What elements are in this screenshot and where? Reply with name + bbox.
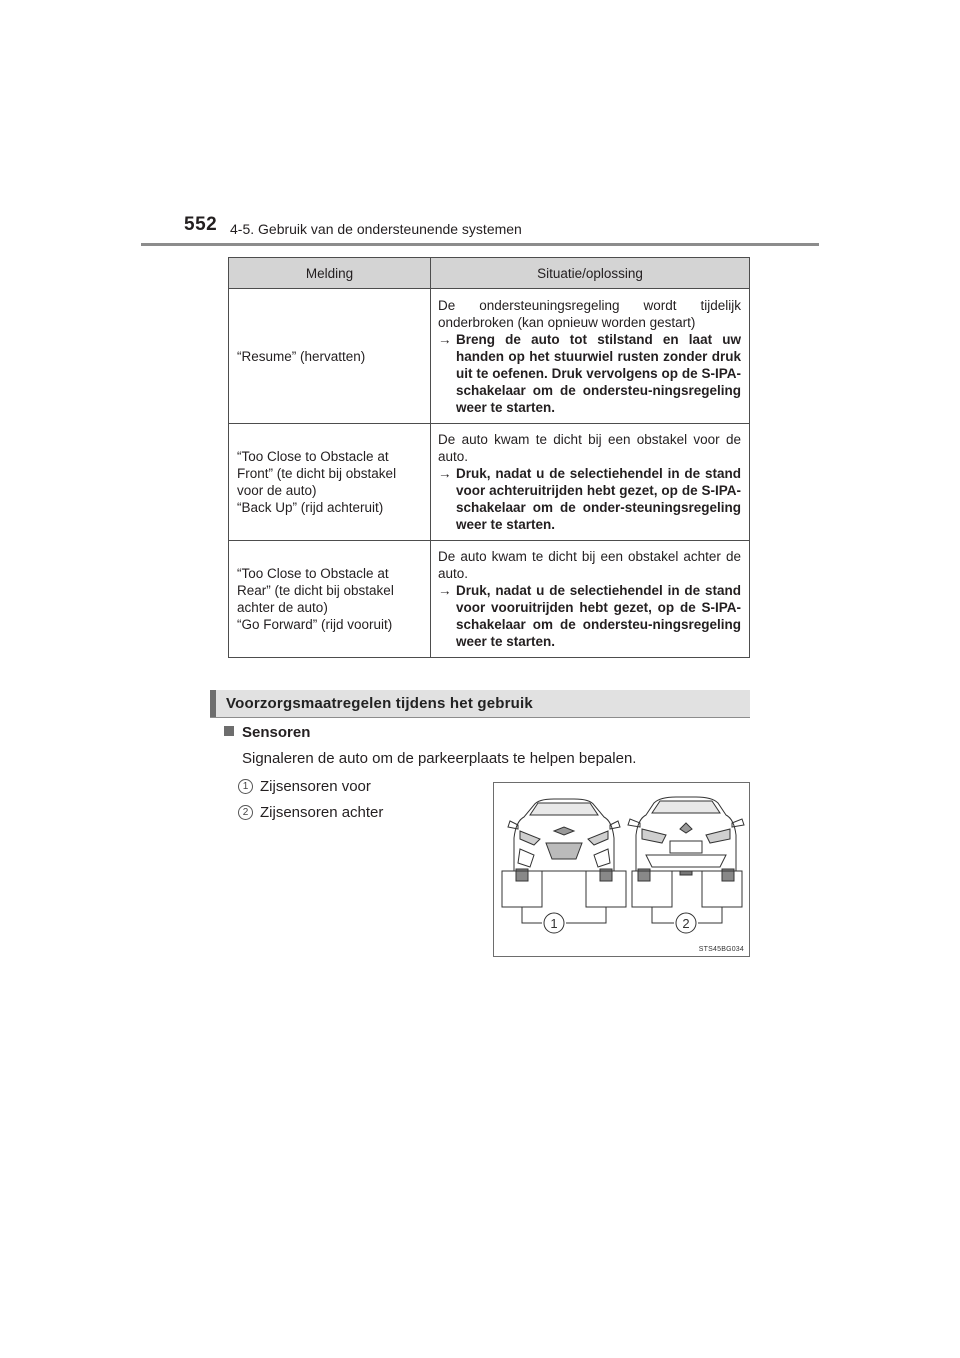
leader-line-1-left (522, 907, 542, 923)
legend-label: Zijsensoren voor (260, 778, 371, 795)
leader-line-1-right (566, 907, 606, 923)
callout-1-label: 1 (550, 916, 558, 931)
legend-item-rear-side-sensors (238, 804, 383, 821)
car-rear-icon (628, 797, 744, 881)
situation-intro: De auto kwam te dicht bij een obstakel voor de auto. (438, 432, 741, 464)
situation-cell (431, 424, 750, 541)
situation-intro: De auto kwam te dicht bij een obstakel achter de auto. (438, 549, 741, 581)
leader-line-2-right (698, 907, 722, 923)
sensor-illustration (493, 782, 750, 957)
table-row (229, 541, 750, 658)
square-bullet-icon (224, 726, 234, 736)
situation-action (438, 465, 741, 533)
callout-2-label: 2 (682, 916, 690, 931)
message-cell (229, 424, 431, 541)
situation-intro: De ondersteuningsregeling wordt tijdelijk onderbroken (kan opnieuw worden gestart) (438, 297, 741, 330)
situation-action (438, 582, 741, 650)
page-number: 552 (184, 214, 218, 235)
section-title: 4-5. Gebruik van de ondersteunende systemen (230, 221, 522, 237)
message-text: “Too Close to Obstacle at Rear” (te dicht bij obstakel achter de auto) (237, 566, 394, 615)
callout-number-icon: 1 (238, 779, 253, 794)
table-row (229, 289, 750, 424)
legend-label: Zijsensoren achter (260, 804, 384, 821)
legend-item-front-side-sensors (238, 778, 371, 795)
message-cell (229, 541, 431, 658)
header-rule (141, 243, 819, 246)
table-header-row (229, 258, 750, 289)
sensors-heading-text: Sensoren (242, 724, 311, 741)
arrow-right-icon: → (438, 466, 452, 481)
car-front-icon (508, 799, 620, 881)
message-text-secondary: “Go Forward” (rijd vooruit) (237, 617, 393, 632)
car-sensors-drawing (494, 783, 749, 956)
situation-cell (431, 289, 750, 424)
message-text: “Resume” (hervatten) (237, 348, 366, 364)
message-text: “Too Close to Obstacle at Front” (te dicht bij obstakel voor de auto) (237, 449, 397, 498)
sensors-description: Signaleren de auto om de parkeerplaats te helpen bepalen. (242, 750, 637, 767)
precautions-section-bar (210, 690, 750, 718)
callout-number-icon: 2 (238, 805, 253, 820)
table-row (229, 424, 750, 541)
message-text-secondary: “Back Up” (rijd achteruit) (237, 500, 384, 515)
situation-action-text: Breng de auto tot stilstand en laat uw handen op het stuurwiel rusten zonder druk uit te oefenen. Druk vervolgens op de S-IPA-schakelaar om de ondersteu-ningsregeling weer te starten. (456, 331, 741, 415)
sensors-heading (224, 724, 310, 741)
precautions-title: Voorzorgsmaatregelen tijdens het gebruik (226, 695, 533, 712)
leader-line-2-left (652, 907, 674, 923)
situation-cell (431, 541, 750, 658)
message-cell (229, 289, 431, 424)
column-header-melding: Melding (229, 258, 431, 289)
column-header-situatie: Situatie/oplossing (431, 258, 750, 289)
arrow-right-icon: → (438, 583, 452, 598)
situation-action-text: Druk, nadat u de selectiehendel in de stand voor achteruitrijden hebt gezet, op de S-IPA-schakelaar om de onder-steuningsregeling weer te starten. (456, 466, 741, 532)
message-table (228, 257, 750, 658)
section-accent (210, 690, 216, 717)
arrow-right-icon: → (438, 331, 452, 347)
illustration-code: STS45BG034 (698, 946, 744, 953)
situation-action-text: Druk, nadat u de selectiehendel in de stand voor vooruitrijden hebt gezet, op de S-IPA-schakelaar om de ondersteu-ningsregeling weer te starten. (456, 583, 741, 649)
situation-action (438, 331, 741, 416)
